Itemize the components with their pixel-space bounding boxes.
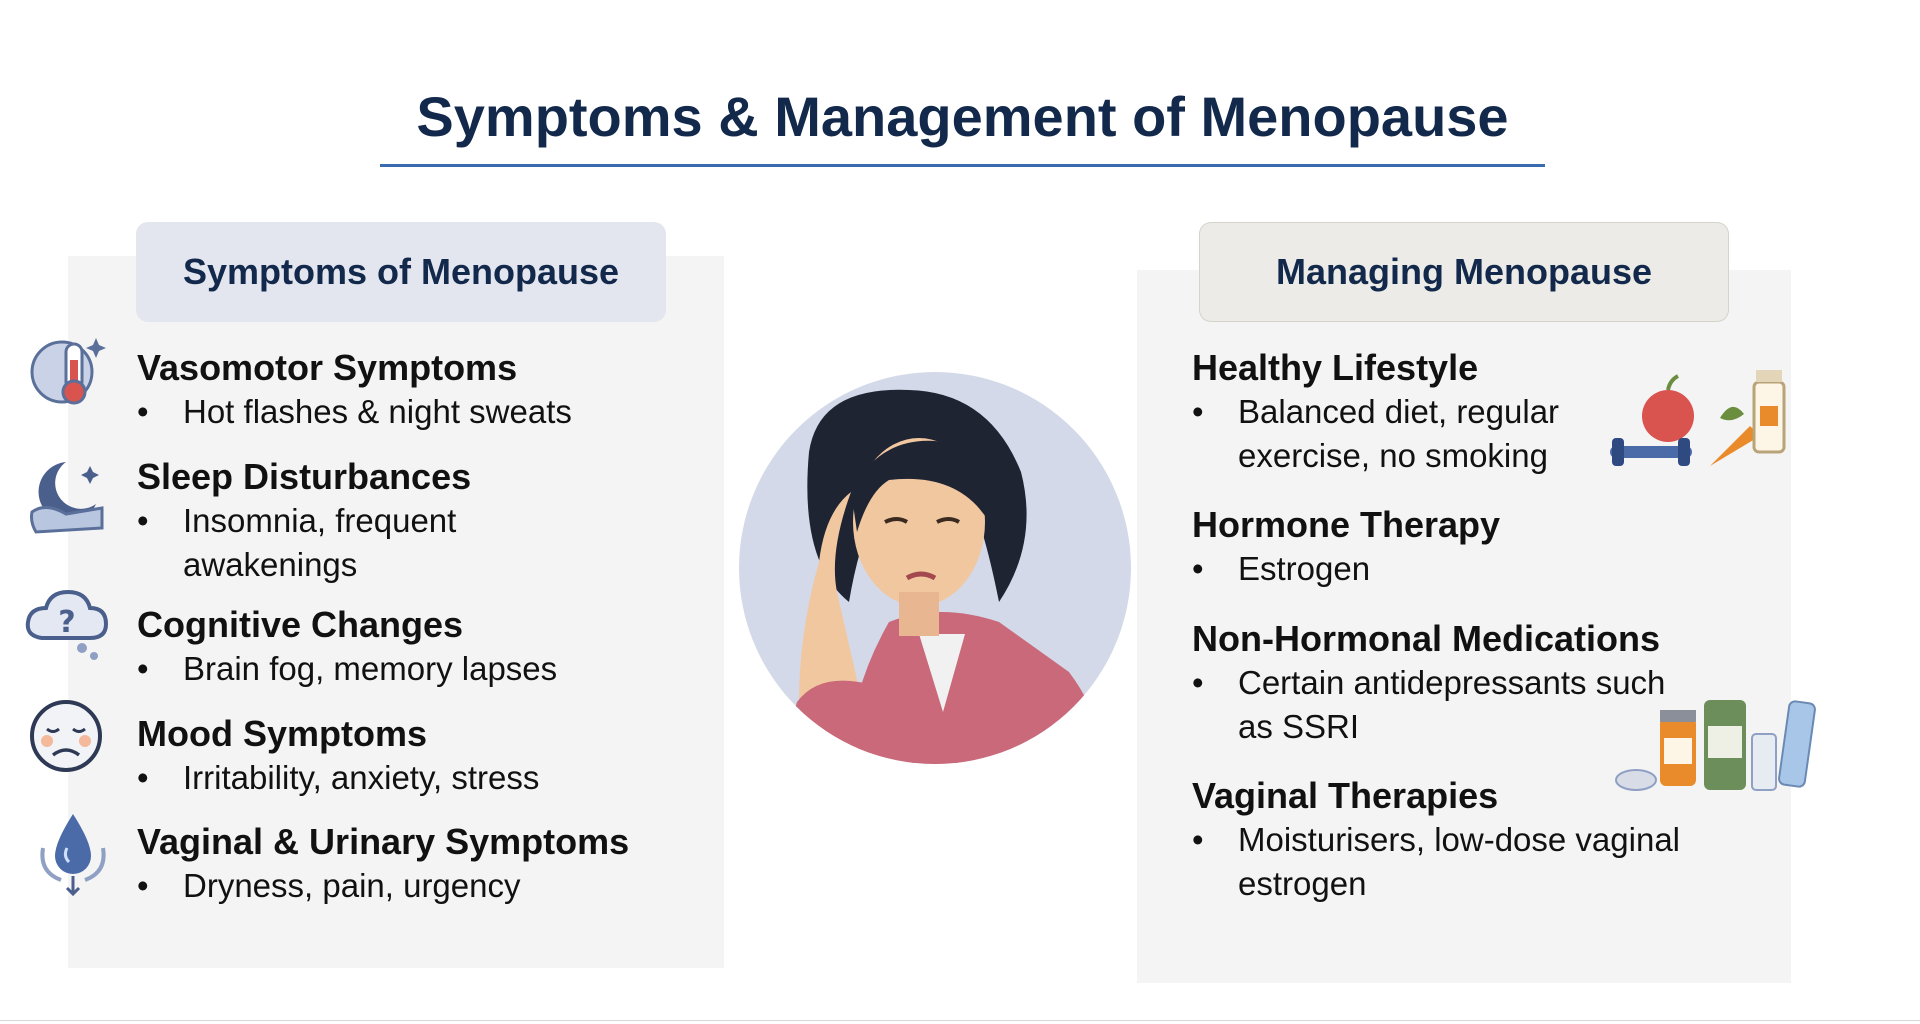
management-non-hormonal-medications: [1192, 617, 1665, 749]
bullet: •: [137, 650, 149, 687]
title-underline: [380, 164, 1545, 167]
management-heading: Managing Menopause: [1199, 222, 1729, 322]
lifestyle-icon: [1610, 366, 1790, 476]
symptom-detail: Brain fog, memory lapses: [183, 650, 558, 687]
symptom-title: Sleep Disturbances: [137, 456, 472, 497]
symptom-detail: Irritability, anxiety, stress: [183, 759, 540, 796]
bullet: •: [1192, 821, 1204, 858]
management-detail: exercise, no smoking: [1238, 437, 1548, 474]
management-title: Healthy Lifestyle: [1192, 347, 1479, 388]
symptom-detail: Hot flashes & night sweats: [183, 393, 572, 430]
bullet: •: [137, 502, 149, 539]
symptom-vaginal-urinary: [137, 820, 629, 908]
bullet: •: [137, 867, 149, 904]
page-title: Symptoms & Management of Menopause: [416, 85, 1509, 148]
bullet: •: [137, 393, 149, 430]
management-healthy-lifestyle: [1192, 346, 1559, 478]
symptom-title: Vaginal & Urinary Symptoms: [137, 821, 630, 862]
woman-headache-illustration: [739, 372, 1131, 764]
management-title: Vaginal Therapies: [1192, 775, 1499, 816]
management-title: Hormone Therapy: [1192, 504, 1501, 545]
management-detail: Moisturisers, low-dose vaginal: [1238, 821, 1681, 858]
symptom-title: Cognitive Changes: [137, 604, 464, 645]
svg-text:?: ?: [58, 605, 76, 640]
symptom-detail: awakenings: [183, 546, 358, 583]
symptom-vasomotor: [137, 346, 572, 434]
symptom-title: Vasomotor Symptoms: [137, 347, 518, 388]
management-title: Non-Hormonal Medications: [1192, 618, 1661, 659]
bullet: •: [1192, 550, 1204, 587]
symptom-detail: Dryness, pain, urgency: [183, 867, 521, 904]
symptom-title: Mood Symptoms: [137, 713, 428, 754]
symptoms-heading: Symptoms of Menopause: [136, 222, 666, 322]
footer-rule: [0, 1020, 1920, 1021]
thermometer-icon: [26, 330, 110, 410]
management-detail: Estrogen: [1238, 550, 1371, 587]
management-detail: estrogen: [1238, 865, 1367, 902]
management-detail: Balanced diet, regular: [1238, 393, 1560, 430]
moon-icon: [26, 452, 110, 536]
management-detail: Certain antidepressants such: [1238, 664, 1666, 701]
management-hormone-therapy: [1192, 503, 1500, 591]
symptom-sleep: [137, 455, 471, 587]
bullet: •: [1192, 393, 1204, 430]
bullet: •: [137, 759, 149, 796]
management-vaginal-therapies: [1192, 774, 1680, 906]
symptom-mood: [137, 712, 539, 800]
medication-bottles-icon: [1612, 696, 1824, 800]
management-detail: as SSRI: [1238, 708, 1360, 745]
symptom-cognitive: [137, 603, 557, 691]
symptom-detail: Insomnia, frequent: [183, 502, 457, 539]
sad-face-icon: [27, 697, 105, 775]
droplet-icon: [33, 808, 113, 898]
question-cloud-icon: [22, 582, 112, 662]
bullet: •: [1192, 664, 1204, 701]
